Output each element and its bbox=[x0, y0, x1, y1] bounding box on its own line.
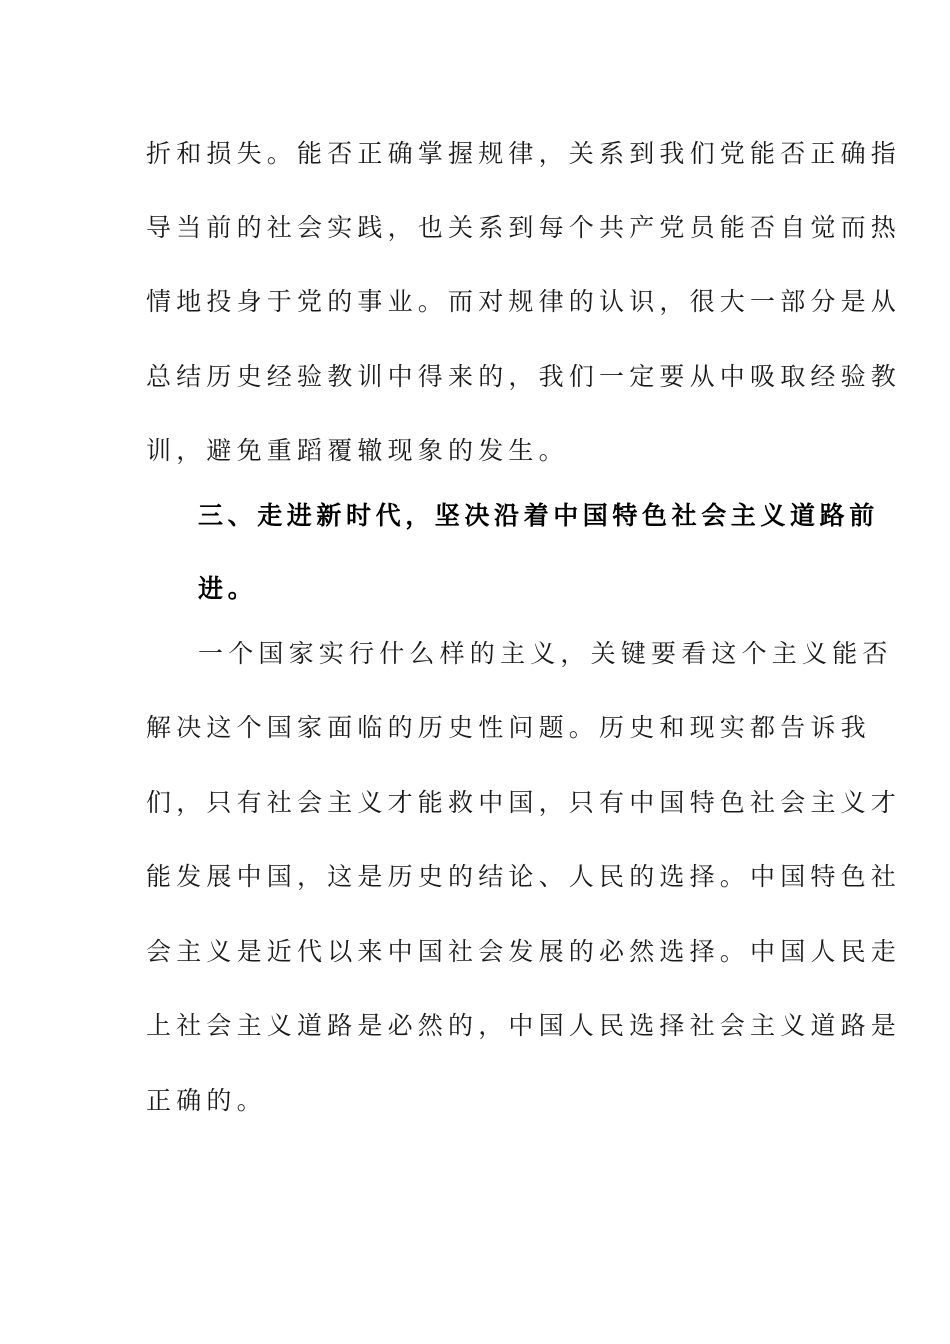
text-line: 上社会主义道路是必然的，中国人民选择社会主义道路是 bbox=[146, 1011, 902, 1040]
text-line: 情地投身于党的事业。而对规律的认识，很大一部分是从 bbox=[146, 287, 902, 316]
text-line: 一个国家实行什么样的主义，关键要看这个主义能否 bbox=[198, 639, 893, 668]
text-line: 折和损失。能否正确掌握规律，关系到我们党能否正确指 bbox=[146, 139, 902, 168]
heading-line: 三、走进新时代，坚决沿着中国特色社会主义道路前 bbox=[198, 501, 879, 530]
text-line: 们，只有社会主义才能救中国，只有中国特色社会主义才 bbox=[146, 788, 902, 817]
text-line: 导当前的社会实践，也关系到每个共产党员能否自觉而热 bbox=[146, 213, 902, 242]
text-line: 会主义是近代以来中国社会发展的必然选择。中国人民走 bbox=[146, 937, 902, 966]
text-line: 训，避免重蹈覆辙现象的发生。 bbox=[146, 436, 569, 465]
text-line: 总结历史经验教训中得来的，我们一定要从中吸取经验教 bbox=[146, 362, 902, 391]
text-line: 能发展中国，这是历史的结论、人民的选择。中国特色社 bbox=[146, 862, 902, 891]
heading-line: 进。 bbox=[198, 574, 258, 603]
text-line: 解决这个国家面临的历史性问题。历史和现实都告诉我 bbox=[146, 713, 871, 742]
text-line: 正确的。 bbox=[146, 1086, 267, 1115]
